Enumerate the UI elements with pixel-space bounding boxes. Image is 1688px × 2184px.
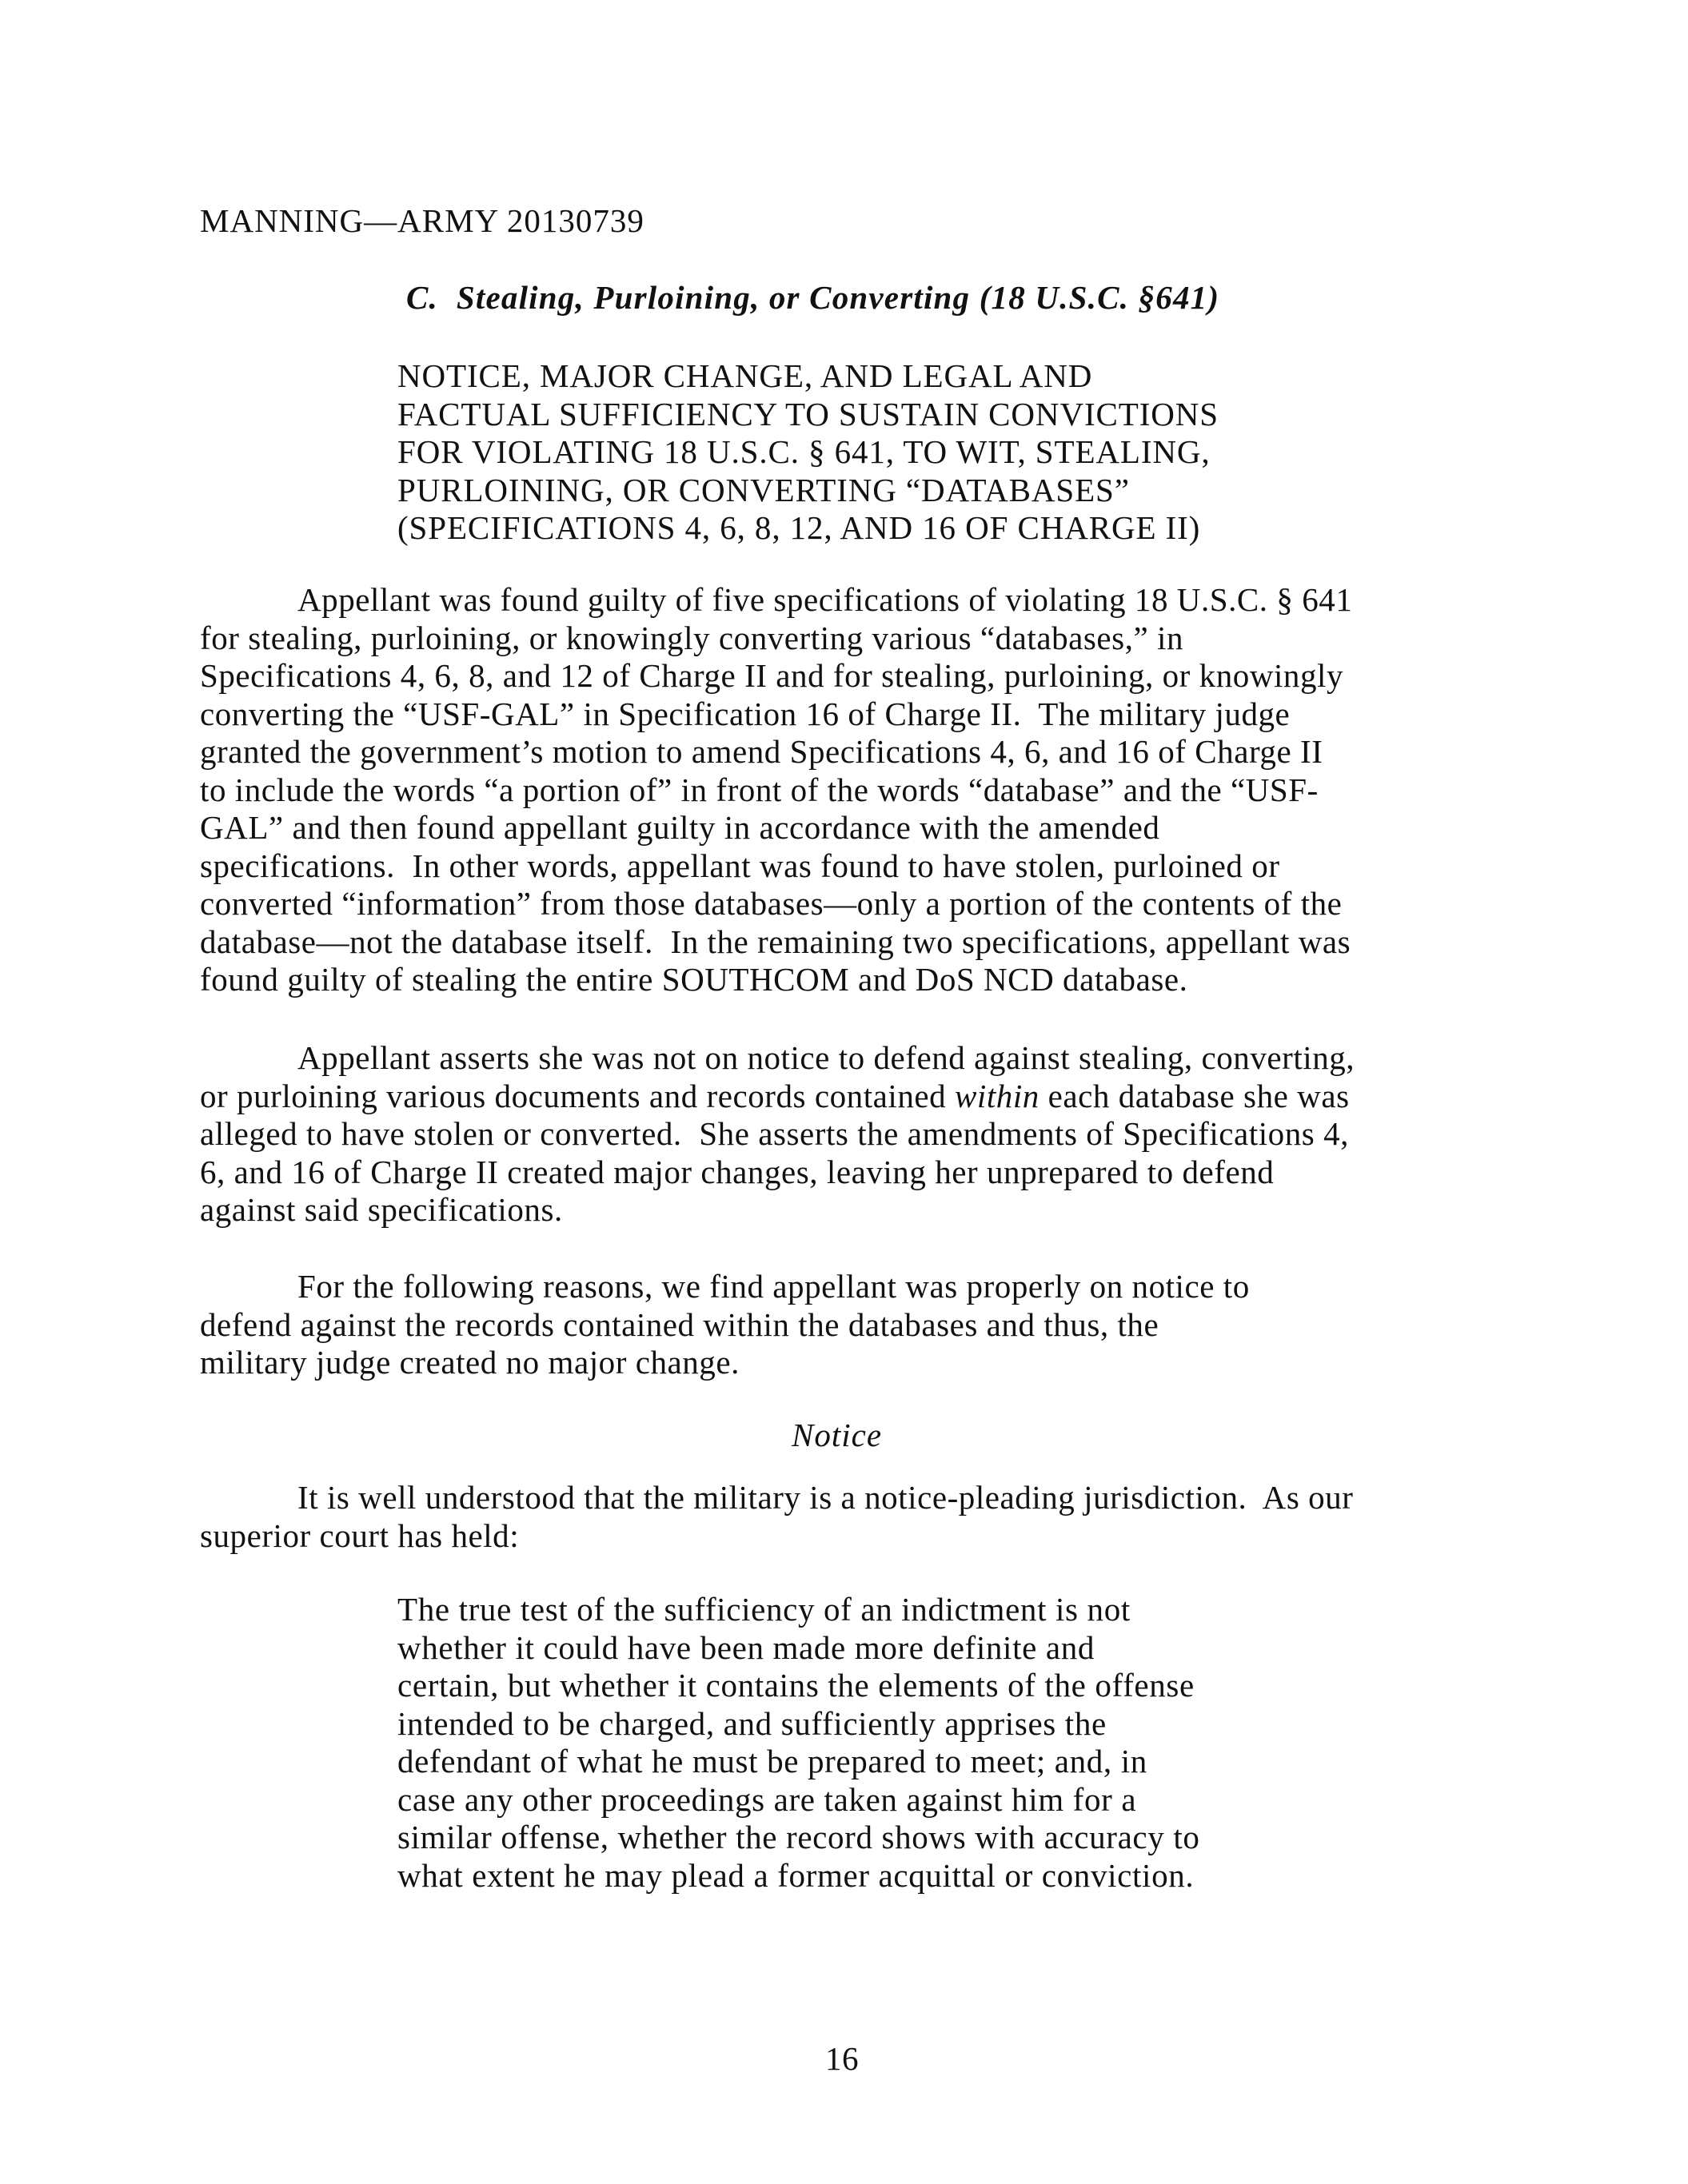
paragraph-line: granted the government’s motion to amend Specifications 4, 6, and 16 of Charge II (200, 733, 1323, 770)
issue-statement (397, 357, 1219, 548)
quote-line: defendant of what he must be prepared to meet; and, in (397, 1743, 1147, 1779)
paragraph-notice (200, 1479, 1495, 1555)
emphasis-text: within (955, 1077, 1040, 1114)
paragraph-assertions (200, 1039, 1495, 1229)
quote-line: what extent he may plead a former acquittal or conviction. (397, 1856, 1195, 1894)
quote-line: intended to be charged, and sufficiently apprises the (397, 1704, 1107, 1742)
paragraph-line: converted “information” from those databases—only a portion of the contents of the (200, 885, 1343, 922)
paragraph-line: alleged to have stolen or converted. She asserts the amendments of Specifications 4, (200, 1115, 1349, 1152)
issue-line: FOR VIOLATING 18 U.S.C. § 641, TO WIT, STEALING, (397, 433, 1211, 470)
issue-line: PURLOINING, OR CONVERTING “DATABASES” (397, 471, 1130, 508)
paragraph-text: or purloining various documents and records contained (200, 1077, 955, 1114)
quote-line: The true test of the sufficiency of an indictment is not (397, 1591, 1131, 1628)
paragraph-line: converting the “USF-GAL” in Specification 16 of Charge II. The military judge (200, 695, 1291, 732)
paragraph-findings (200, 581, 1495, 999)
paragraph-line: For the following reasons, we find appellant was properly on notice to (297, 1268, 1250, 1305)
paragraph-line: GAL” and then found appellant guilty in accordance with the amended (200, 809, 1160, 846)
issue-line: NOTICE, MAJOR CHANGE, AND LEGAL AND (397, 357, 1093, 394)
quote-line: certain, but whether it contains the elements of the offense (397, 1667, 1195, 1704)
paragraph-line: for stealing, purloining, or knowingly converting various “databases,” in (200, 619, 1184, 656)
paragraph-line: superior court has held: (200, 1516, 520, 1554)
paragraph-line: database—not the database itself. In the remaining two specifications, appellant was (200, 923, 1351, 960)
paragraph-line: against said specifications. (200, 1191, 563, 1228)
paragraph-text: each database she was (1039, 1077, 1350, 1114)
paragraph-line: defend against the records contained within the databases and thus, the (200, 1305, 1159, 1343)
paragraph-line: Appellant asserts she was not on notice to defend against stealing, converting, (297, 1039, 1355, 1076)
paragraph-line: military judge created no major change. (200, 1344, 740, 1381)
quote-line: case any other proceedings are taken against him for a (397, 1780, 1137, 1818)
quote-line: whether it could have been made more definite and (397, 1628, 1095, 1666)
paragraph-line: found guilty of stealing the entire SOUTHCOM and DoS NCD database. (200, 961, 1188, 998)
paragraph-line (200, 1078, 1495, 1116)
section-heading: C. Stealing, Purloining, or Converting (18 U.S.C. §641) (406, 279, 1220, 316)
issue-line: (SPECIFICATIONS 4, 6, 8, 12, AND 16 OF CHARGE II) (397, 509, 1201, 546)
block-quote (397, 1591, 1200, 1895)
paragraph-line: to include the words “a portion of” in front of the words “database” and the “USF- (200, 771, 1319, 808)
paragraph-line: 6, and 16 of Charge II created major changes, leaving her unprepared to defend (200, 1153, 1275, 1190)
case-caption: MANNING—ARMY 20130739 (200, 202, 644, 239)
notice-subheading: Notice (792, 1417, 883, 1453)
paragraph-conclusion (200, 1268, 1495, 1382)
quote-line: similar offense, whether the record shows with accuracy to (397, 1819, 1200, 1855)
paragraph-line: It is well understood that the military is a notice-pleading jurisdiction. As our (297, 1479, 1354, 1516)
issue-line: FACTUAL SUFFICIENCY TO SUSTAIN CONVICTIONS (397, 395, 1219, 432)
paragraph-line: specifications. In other words, appellant was found to have stolen, purloined or (200, 847, 1280, 884)
paragraph-line: Appellant was found guilty of five specifications of violating 18 U.S.C. § 641 (297, 581, 1353, 618)
paragraph-line: Specifications 4, 6, 8, and 12 of Charge II and for stealing, purloining, or knowingly (200, 657, 1344, 694)
page-number: 16 (825, 2040, 859, 2077)
